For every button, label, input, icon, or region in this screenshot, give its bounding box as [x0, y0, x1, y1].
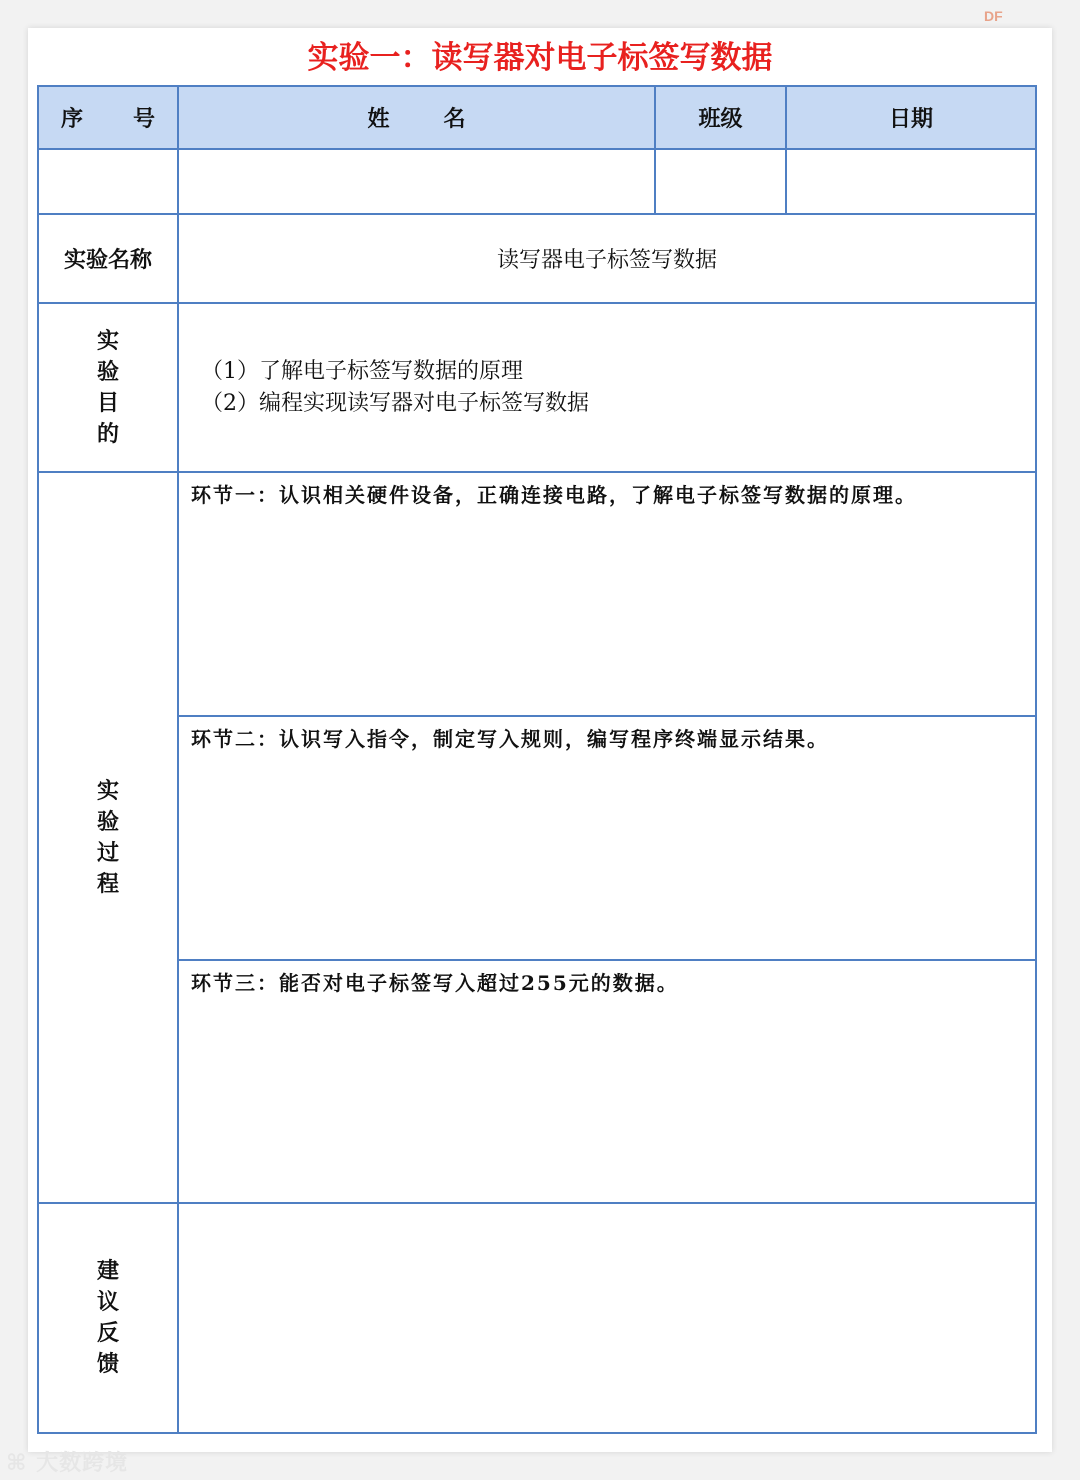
header-class: 班级: [655, 86, 786, 149]
header-seq-right: 号: [132, 107, 155, 132]
process-label-cell: [38, 472, 178, 1203]
feedback-row: [38, 1203, 1036, 1433]
process-row-1: [38, 472, 1036, 716]
header-name-left: 姓: [367, 107, 390, 132]
process-step-1[interactable]: 环节一：认识相关硬件设备，正确连接电路，了解电子标签写数据的原理。: [178, 472, 1036, 716]
watermark-text: 大数跨境: [36, 1451, 129, 1476]
process-row-3: [38, 960, 1036, 1203]
feedback-label: 建议反馈: [97, 1259, 120, 1377]
process-row-2: [38, 716, 1036, 960]
class-field[interactable]: [655, 149, 786, 214]
purpose-content: [178, 303, 1036, 472]
corner-logo: DF: [984, 8, 1003, 24]
seq-field[interactable]: [38, 149, 178, 214]
process-step-3[interactable]: 环节三：能否对电子标签写入超过255元的数据。: [178, 960, 1036, 1203]
feedback-field[interactable]: [178, 1203, 1036, 1433]
header-name-right: 名: [443, 107, 466, 132]
purpose-label: 实验目的: [97, 328, 120, 447]
experiment-name-row: [38, 214, 1036, 303]
feedback-label-cell: [38, 1203, 178, 1433]
purpose-row: [38, 303, 1036, 472]
date-field[interactable]: [786, 149, 1036, 214]
purpose-label-cell: [38, 303, 178, 472]
experiment-name-label: 实验名称: [38, 214, 178, 303]
header-row: [38, 86, 1036, 149]
purpose-item: （1）了解电子标签写数据的原理: [201, 358, 523, 384]
info-row: [38, 149, 1036, 214]
experiment-form-table: [37, 85, 1037, 1434]
header-seq-left: 序: [61, 107, 84, 132]
header-name: [178, 86, 655, 149]
name-field[interactable]: [178, 149, 655, 214]
experiment-name-value: 读写器电子标签写数据: [178, 214, 1036, 303]
page-title: 实验一：读写器对电子标签写数据: [307, 40, 773, 76]
purpose-item: （2）编程实现读写器对电子标签写数据: [201, 390, 589, 416]
header-date: 日期: [786, 86, 1036, 149]
header-seq: [38, 86, 178, 149]
watermark-logo: ⌘ 大数跨境: [6, 1451, 129, 1476]
process-label: 实验过程: [97, 778, 120, 897]
process-step-2[interactable]: 环节二：认识写入指令，制定写入规则，编写程序终端显示结果。: [178, 716, 1036, 960]
